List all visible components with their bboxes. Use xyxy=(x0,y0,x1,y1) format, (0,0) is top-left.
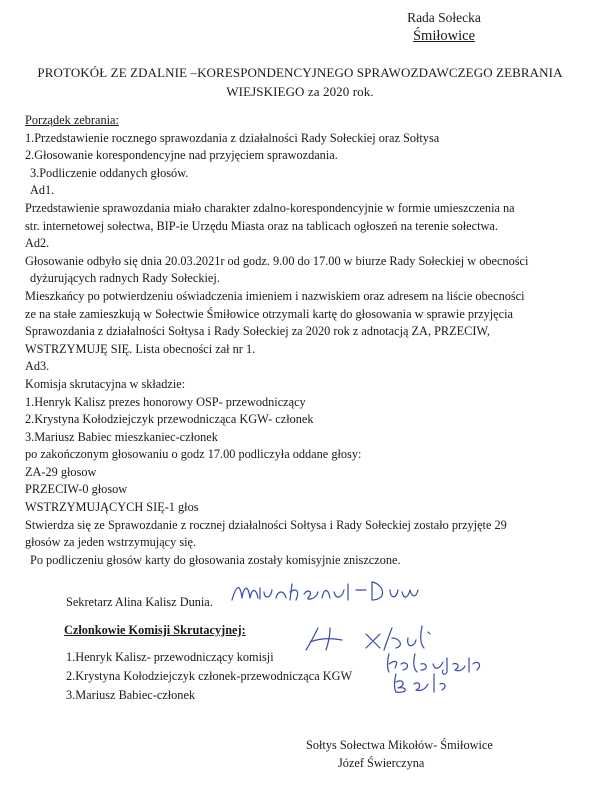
section-label-ad1: Ad1. xyxy=(30,183,55,198)
title-line-2: WIEJSKIEGO za 2020 rok. xyxy=(226,84,374,99)
document-title xyxy=(20,63,580,101)
paragraph-line: str. internetowej sołectwa, BIP-ie Urzędu Miasta oraz na tablicach ogłoszeń na terenie sołectwa. xyxy=(25,218,498,233)
vote-count-for: ZA-29 głosow xyxy=(25,464,97,479)
paragraph-line: Sprawozdania z działalności Sołtysa i Rady Sołeckiej za 2020 rok z adnotacją ZA, PRZECIW, xyxy=(25,324,490,339)
organization-name: Rada Sołecka xyxy=(407,10,481,25)
soltys-block xyxy=(306,736,526,772)
paragraph-line: Głosowanie odbyło się dnia 20.03.2021r od godz. 9.00 do 17.00 w biurze Rady Sołeckiej w obecności xyxy=(25,253,529,268)
paragraph-line: 2.Krystyna Kołodziejczyk przewodnicząca KGW- członek xyxy=(25,412,314,427)
secretary-signature xyxy=(230,578,420,608)
secretary-line: Sekretarz Alina Kalisz Dunia. xyxy=(66,595,213,609)
paragraph-line: ze na stałe zamieszkują w Sołectwie Śmiłowice otrzymali kartę do głosowania w sprawie przyjęcia xyxy=(25,306,513,321)
paragraph-line: Po podliczeniu głosów karty do głosowania zostały komisyjnie zniszczone. xyxy=(30,552,401,567)
paragraph-line: 1.Henryk Kalisz prezes honorowy OSP- przewodniczący xyxy=(25,394,306,409)
vote-count-against: PRZECIW-0 głosow xyxy=(25,482,128,497)
paragraph-line: Mieszkańcy po potwierdzeniu oświadczenia imieniem i nazwiskiem oraz adresem na liście obecności xyxy=(25,288,525,303)
section-label-ad3: Ad3. xyxy=(25,359,50,374)
agenda-item: 1.Przedstawienie rocznego sprawozdania z działalności Rady Sołeckiej oraz Sołtysa xyxy=(25,130,440,145)
paragraph-line: dyżurujących radnych Rady Sołeckiej. xyxy=(30,271,220,286)
document-header xyxy=(384,8,504,46)
document-body xyxy=(25,112,585,569)
agenda-item: 3.Podliczenie oddanych głosów. xyxy=(30,165,189,180)
paragraph-line: Przedstawienie sprawozdania miało charakter zdalno-korespondencyjnie w formie umieszczenia na xyxy=(25,200,515,215)
commission-heading: Członkowie Komisji Skrutacyjnej: xyxy=(64,623,246,637)
commission-member: 3.Mariusz Babiec-członek xyxy=(66,688,196,702)
soltys-name: Józef Świerczyna xyxy=(338,756,425,770)
agenda-item: 2.Głosowanie korespondencyjne nad przyjęciem sprawozdania. xyxy=(25,148,338,163)
paragraph-line: 3.Mariusz Babiec mieszkaniec-członek xyxy=(25,429,218,444)
paragraph-line: Komisja skrutacyjna w składzie: xyxy=(25,376,186,391)
vote-count-abstain: WSTRZYMUJĄCYCH SIĘ-1 głos xyxy=(25,500,199,515)
section-label-ad2: Ad2. xyxy=(25,236,50,251)
soltys-title: Sołtys Sołectwa Mikołów- Śmiłowice xyxy=(306,738,493,752)
place-name: Śmiłowice xyxy=(412,28,476,44)
commission-members xyxy=(66,648,352,705)
commission-member: 1.Henryk Kalisz- przewodniczący komisji xyxy=(66,650,274,664)
paragraph-line: po zakończonym głosowaniu o godz 17.00 podliczyła oddane głosy: xyxy=(25,447,362,462)
member-3-signature xyxy=(390,670,480,694)
title-line-1: PROTOKÓŁ ZE ZDALNIE –KORESPONDENCYJNEGO SPRAWOZDAWCZEGO ZEBRANIA xyxy=(37,65,563,80)
agenda-heading: Porządek zebrania: xyxy=(25,113,119,127)
commission-member: 2.Krystyna Kołodziejczyk członek-przewodnicząca KGW xyxy=(66,669,353,683)
paragraph-line: WSTRZYMUJĘ SIĘ. Lista obecności zał nr 1. xyxy=(25,341,256,356)
paragraph-line: głosów za jeden wstrzymujący się. xyxy=(25,535,197,550)
paragraph-line: Stwierdza się ze Sprawozdanie z rocznej działalności Sołtysa i Rady Sołeckiej zostało przyjęte 29 xyxy=(25,517,507,532)
